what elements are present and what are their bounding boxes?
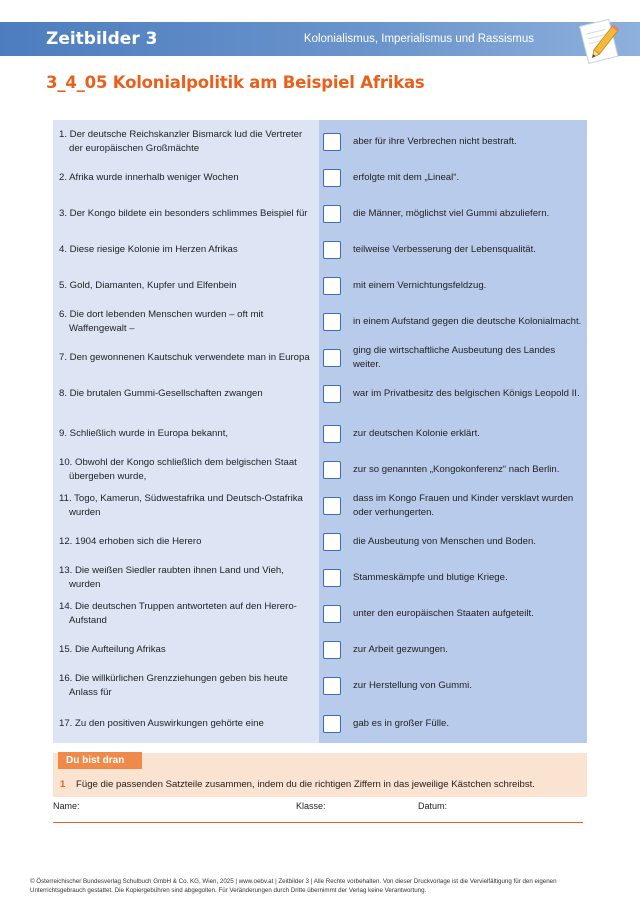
- right-statement-text: ging die wirtschaftliche Ausbeutung des Landes weiter.: [353, 345, 556, 370]
- right-statement: [353, 668, 585, 704]
- answer-box[interactable]: [323, 461, 341, 479]
- answer-box[interactable]: [323, 349, 341, 367]
- left-statement-text: 11. Togo, Kamerun, Südwestafrika und Deutsch-Ostafrika wurden: [59, 493, 303, 518]
- left-statement-text: 10. Obwohl der Kongo schließlich dem belgischen Staat übergeben wurde,: [59, 457, 297, 482]
- answer-box[interactable]: [323, 425, 341, 443]
- right-statement: [353, 196, 585, 232]
- right-statement-text: zur deutschen Kolonie erklärt.: [353, 428, 480, 439]
- answer-box[interactable]: [323, 277, 341, 295]
- left-statement: [59, 560, 311, 596]
- right-statement-text: die Männer, möglichst viel Gummi abzuliefern.: [353, 208, 550, 219]
- page-title: 3_4_05 Kolonialpolitik am Beispiel Afrikas: [46, 73, 425, 92]
- left-statement: [59, 668, 311, 704]
- left-statement-text: 7. Den gewonnenen Kautschuk verwendete man in Europa: [59, 352, 310, 363]
- left-statement: [59, 268, 311, 304]
- answer-box[interactable]: [323, 569, 341, 587]
- task-number: 1: [60, 779, 66, 790]
- topic-title: Kolonialismus, Imperialismus und Rassismus: [303, 33, 534, 45]
- right-statement-text: zur Arbeit gezwungen.: [353, 644, 448, 655]
- right-statement-text: Stammeskämpfe und blutige Kriege.: [353, 572, 508, 583]
- left-statement-text: 2. Afrika wurde innerhalb weniger Wochen: [59, 172, 239, 183]
- answer-box[interactable]: [323, 133, 341, 151]
- right-statement: [353, 340, 585, 376]
- left-statement: [59, 304, 311, 340]
- right-statement-text: dass im Kongo Frauen und Kinder versklavt wurden oder verhungerten.: [353, 493, 574, 518]
- right-statement: [353, 304, 585, 340]
- right-statement-text: mit einem Vernichtungsfeldzug.: [353, 280, 487, 291]
- left-statement: [59, 524, 311, 560]
- left-statement-text: 4. Diese riesige Kolonie im Herzen Afrikas: [59, 244, 238, 255]
- right-statement: [353, 488, 585, 524]
- right-statement: [353, 632, 585, 668]
- task-instruction: Füge die passenden Satzteile zusammen, indem du die richtigen Ziffern in das jeweilige Kästchen schreibst.: [76, 779, 535, 790]
- left-statement: [59, 196, 311, 232]
- right-statement-text: unter den europäischen Staaten aufgeteilt.: [353, 608, 534, 619]
- left-statement: [59, 124, 311, 160]
- date-label: Datum:: [418, 801, 448, 811]
- right-statement: [353, 124, 585, 160]
- right-statement: [353, 232, 585, 268]
- right-statement-text: gab es in großer Fülle.: [353, 718, 449, 729]
- left-statement: [59, 596, 311, 632]
- form-underline: [53, 822, 583, 823]
- right-statement-text: in einem Aufstand gegen die deutsche Kolonialmacht.: [353, 316, 582, 327]
- right-statement-text: aber für ihre Verbrechen nicht bestraft.: [353, 136, 517, 147]
- left-statement: [59, 232, 311, 268]
- left-statement: [59, 488, 311, 524]
- left-statement: [59, 452, 311, 488]
- left-statement-text: 16. Die willkürlichen Grenzziehungen geben bis heute Anlass für: [59, 673, 288, 698]
- answer-box[interactable]: [323, 241, 341, 259]
- left-statement: [59, 416, 311, 452]
- left-statement-text: 9. Schließlich wurde in Europa bekannt,: [59, 428, 229, 439]
- right-statement-text: die Ausbeutung von Menschen und Boden.: [353, 536, 536, 547]
- right-statement: [353, 596, 585, 632]
- right-statement: [353, 524, 585, 560]
- left-statement-text: 5. Gold, Diamanten, Kupfer und Elfenbein: [59, 280, 237, 291]
- answer-box[interactable]: [323, 605, 341, 623]
- name-label: Name:: [53, 801, 80, 811]
- left-statement: [59, 706, 311, 742]
- left-statement-text: 17. Zu den positiven Auswirkungen gehörte eine: [59, 718, 264, 729]
- right-statement: [353, 452, 585, 488]
- answer-box[interactable]: [323, 385, 341, 403]
- left-statement: [59, 376, 311, 412]
- answer-box[interactable]: [323, 715, 341, 733]
- left-statement-text: 8. Die brutalen Gummi-Gesellschaften zwangen: [59, 388, 263, 399]
- left-statement-text: 15. Die Aufteilung Afrikas: [59, 644, 166, 655]
- series-title: Zeitbilder 3: [46, 29, 158, 49]
- right-statement-text: zur Herstellung von Gummi.: [353, 680, 472, 691]
- right-statement-text: erfolgte mit dem „Lineal“.: [353, 172, 460, 183]
- answer-box[interactable]: [323, 677, 341, 695]
- left-statement: [59, 160, 311, 196]
- answer-box[interactable]: [323, 169, 341, 187]
- answer-box[interactable]: [323, 641, 341, 659]
- left-statement-text: 14. Die deutschen Truppen antworteten auf den Herero-Aufstand: [59, 601, 297, 626]
- right-statement: [353, 416, 585, 452]
- left-statement: [59, 340, 311, 376]
- class-label: Klasse:: [296, 801, 326, 811]
- right-statement: [353, 376, 585, 412]
- left-statement-text: 13. Die weißen Siedler raubten ihnen Land und Vieh, wurden: [59, 565, 284, 590]
- answer-box[interactable]: [323, 533, 341, 551]
- left-statement-text: 1. Der deutsche Reichskanzler Bismarck lud die Vertreter der europäischen Großmächte: [59, 129, 303, 154]
- right-statement: [353, 560, 585, 596]
- right-statement: [353, 160, 585, 196]
- right-statement: [353, 268, 585, 304]
- right-statement-text: war im Privatbesitz des belgischen Königs Leopold II.: [353, 388, 580, 399]
- right-statement-text: zur so genannten „Kongokonferenz“ nach Berlin.: [353, 464, 560, 475]
- document-with-pencil-icon: [572, 14, 628, 70]
- left-statement-text: 12. 1904 erhoben sich die Herero: [59, 536, 202, 547]
- right-statement: [353, 706, 585, 742]
- left-statement: [59, 632, 311, 668]
- task-label: Du bist dran: [58, 752, 142, 769]
- left-statement-text: 3. Der Kongo bildete ein besonders schlimmes Beispiel für: [59, 208, 308, 219]
- left-statement-text: 6. Die dort lebenden Menschen wurden – oft mit Waffengewalt –: [59, 309, 264, 334]
- matching-table: [53, 120, 587, 743]
- answer-box[interactable]: [323, 205, 341, 223]
- answer-box[interactable]: [323, 497, 341, 515]
- answer-box[interactable]: [323, 313, 341, 331]
- right-statement-text: teilweise Verbesserung der Lebensqualität.: [353, 244, 536, 255]
- copyright-footer: © Österreichischer Bundesverlag Schulbuch GmbH & Co. KG, Wien, 2025 | www.oebv.at | Zeitbilder 3 | Alle Rechte vorbehalten. Von dieser Druckvorlage ist die Vervielfältigung für den eigenen Unterrichtsgebrauch gestattet. Die Kopiergebühren sind abgegolten. Für Veränderungen durch Dritte übernimmt der Verlag keine Verantwortung.: [30, 878, 557, 894]
